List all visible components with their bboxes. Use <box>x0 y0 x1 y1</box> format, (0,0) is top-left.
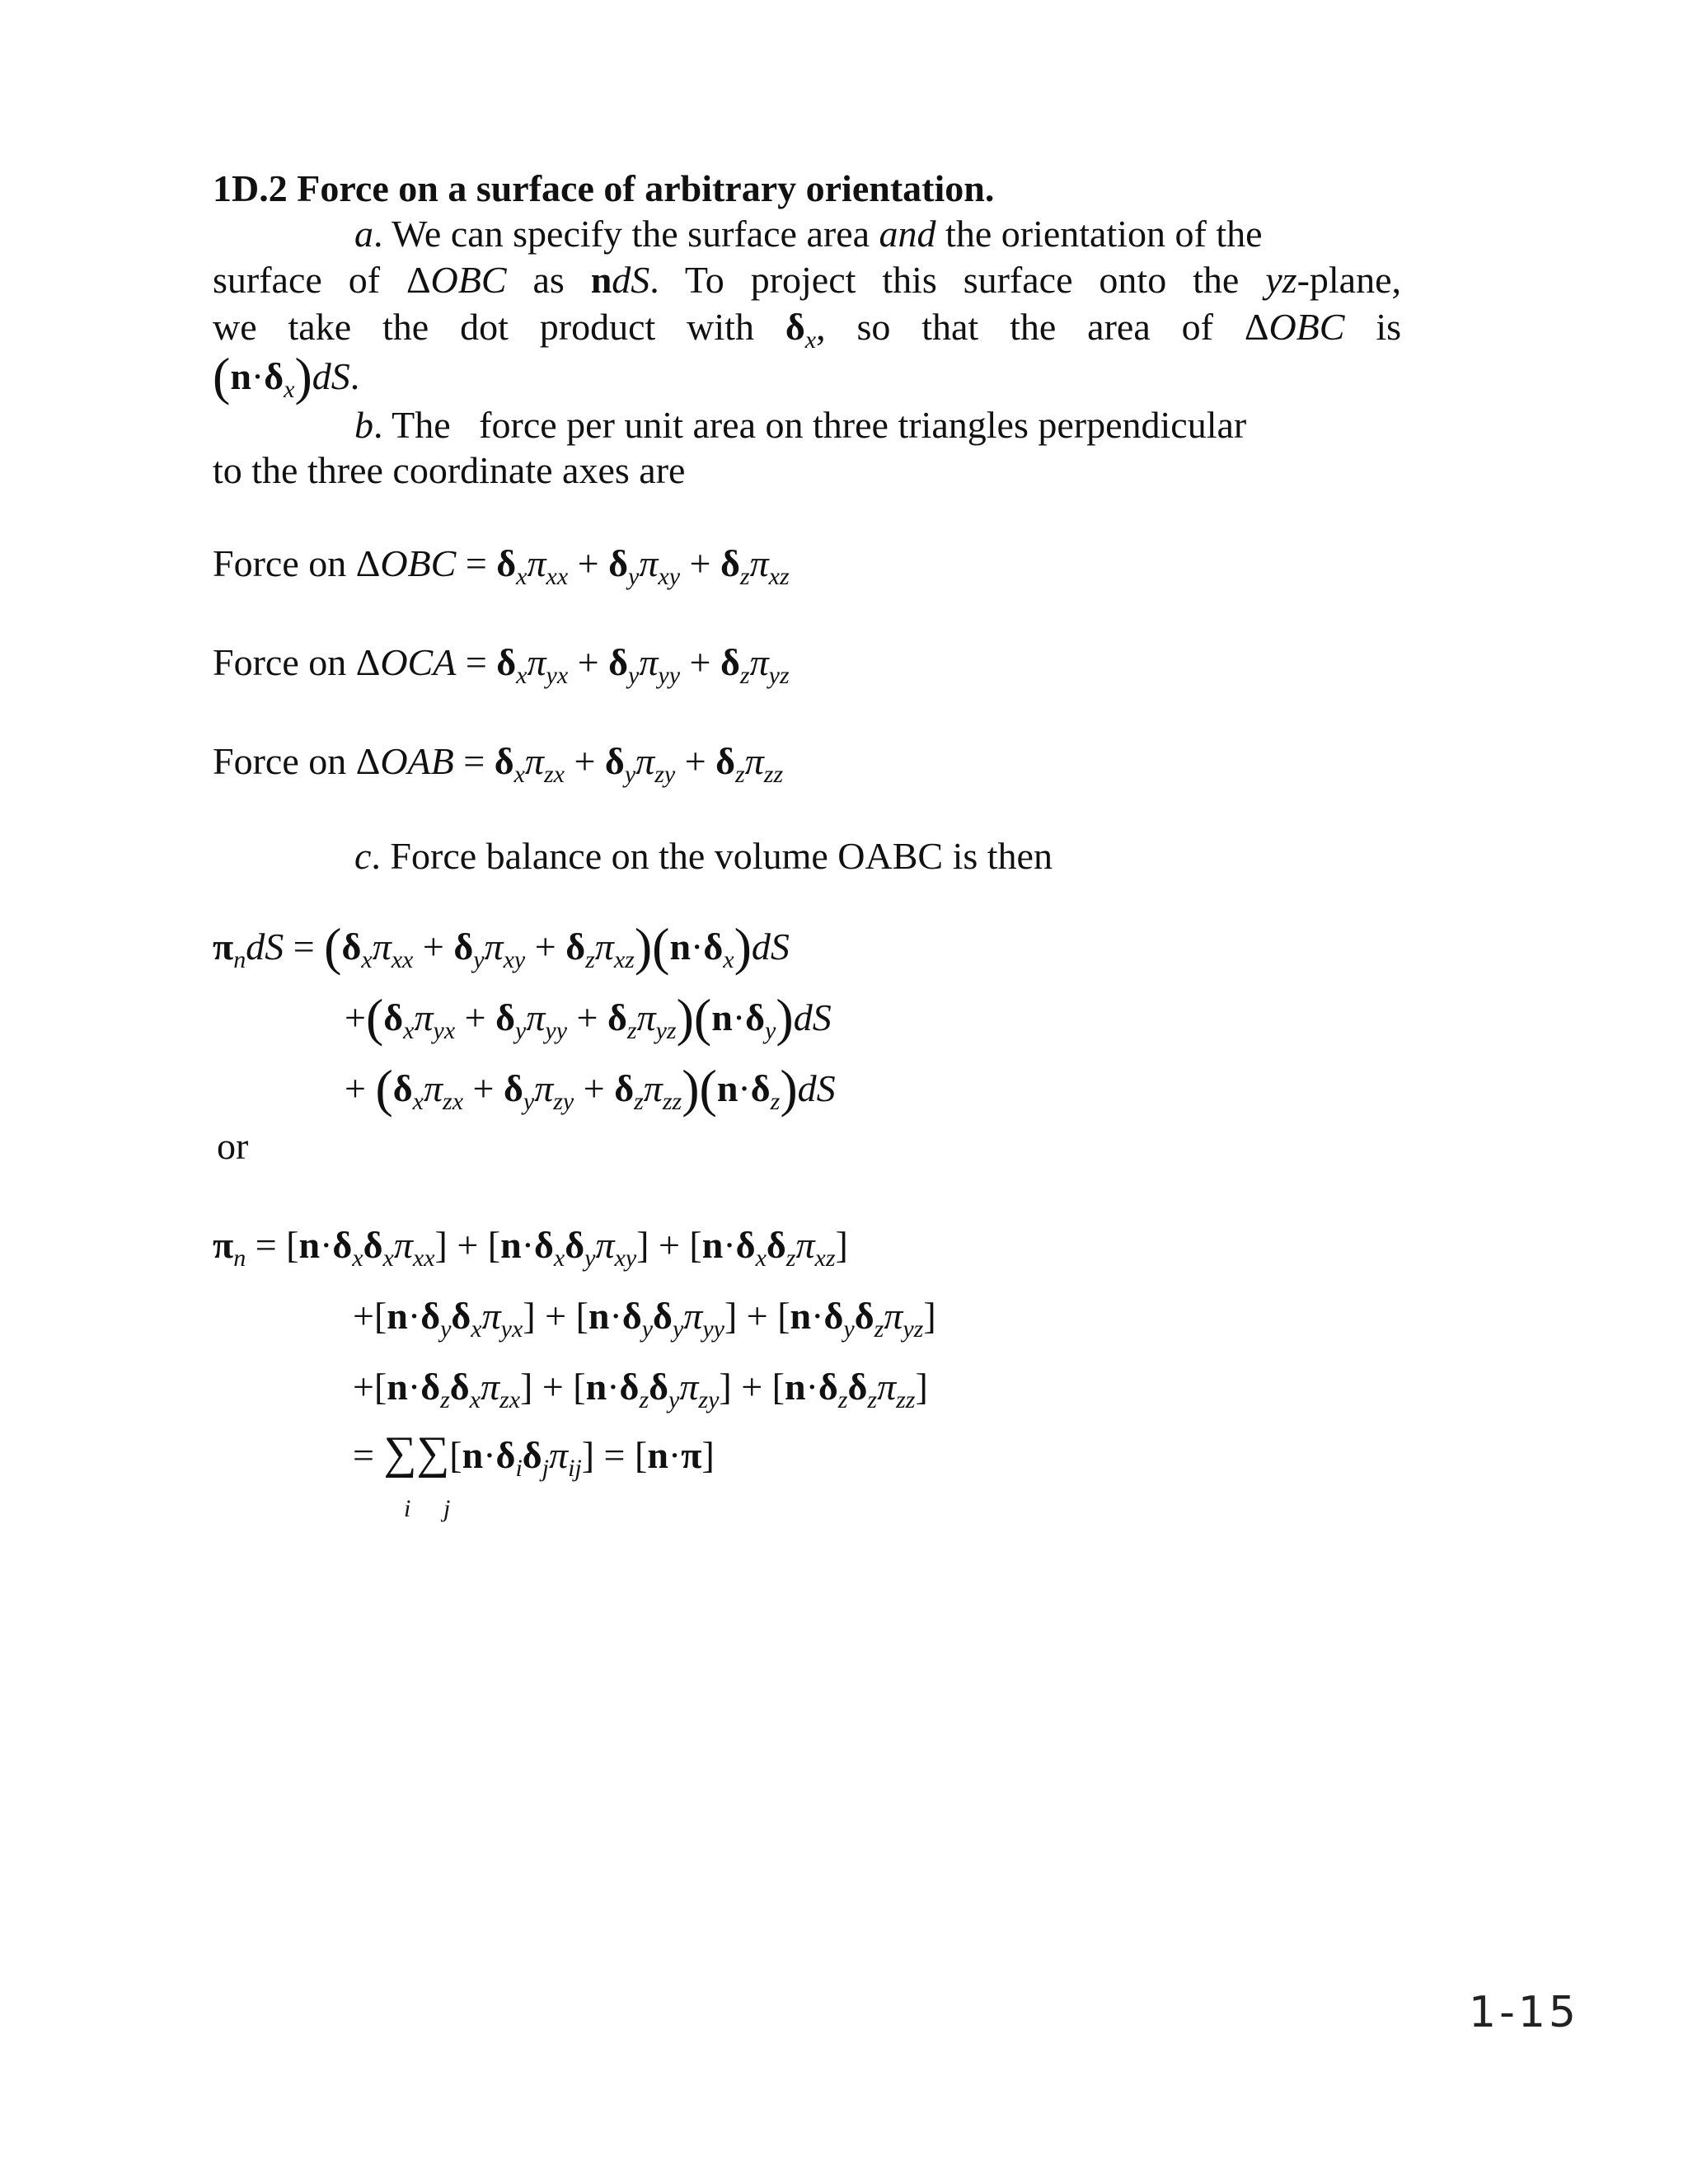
traction-line-4: = $\sum\sum[n\cdot\delta_i\delta_j\pi_{ij}] = [n\cdot\pi]$ <box>353 1427 715 1482</box>
para-a-line-3: we take the dot product with $\delta_x$, so that the area of ΔOBC is <box>213 306 1402 354</box>
balance-line-3: + $(\delta_x\pi_{zx} + \delta_y\pi_{zy} + \delta_z\pi_{zz})(n\cdot\delta_z)dS$ <box>345 1059 836 1118</box>
force-equation-oca: Force on $\Delta OCA = \delta_x\pi_{yx} + \delta_y\pi_{yy} + \delta_z\pi_{yz}$ <box>213 641 790 689</box>
page-number: 1-15 <box>1469 1988 1580 2037</box>
balance-line-1: $\pi_ndS = (\delta_x\pi_{xx} + \delta_y\pi_{xy} + \delta_z\pi_{xz})(n\cdot\delta_x)dS$ <box>213 917 790 976</box>
para-b-line-1: b. The force per unit area on three triangles perpendicular <box>354 404 1247 446</box>
traction-line-3: $+[n\cdot\delta_z\delta_x\pi_{zx}] + [n\cdot\delta_z\delta_y\pi_{zy}] + [n\cdot\delta_z\delta_z\pi_{zz}]$ <box>353 1366 928 1413</box>
force-equation-oab: Force on $\Delta OAB = \delta_x\pi_{zx} + \delta_y\pi_{zy} + \delta_z\pi_{zz}$ <box>213 740 784 788</box>
traction-line-2: $+[n\cdot\delta_y\delta_x\pi_{yx}] + [n\cdot\delta_y\delta_y\pi_{yy}] + [n\cdot\delta_y\delta_z\pi_{yz}]$ <box>353 1295 936 1343</box>
para-a-line-1: a. We can specify the surface area and the orientation of the <box>354 213 1263 255</box>
para-c: c. Force balance on the volume OABC is then <box>354 835 1053 877</box>
sum-index-i: i <box>404 1495 411 1522</box>
balance-line-2: $+(\delta_x\pi_{yx} + \delta_y\pi_{yy} + \delta_z\pi_{yz})(n\cdot\delta_y)dS$ <box>345 988 832 1047</box>
para-a-line-2: surface of ΔOBC as ndS. To project this surface onto the yz-plane, <box>213 259 1401 301</box>
sum-index-j: j <box>443 1495 451 1522</box>
para-a-line-4: $(n\cdot\delta_x)dS$. <box>213 347 360 405</box>
section-heading: 1D.2 Force on a surface of arbitrary orientation. <box>213 167 995 209</box>
traction-line-1: $\pi_n = [n\cdot\delta_x\delta_x\pi_{xx}] + [n\cdot\delta_x\delta_y\pi_{xy}] + [n\cdot\delta_x\delta_z\pi_{xz}]$ <box>213 1224 848 1272</box>
force-equation-obc: Force on $\Delta OBC = \delta_x\pi_{xx} + \delta_y\pi_{xy} + \delta_z\pi_{xz}$ <box>213 542 790 590</box>
para-b-line-2: to the three coordinate axes are <box>213 449 686 491</box>
or-text: or <box>217 1125 249 1167</box>
